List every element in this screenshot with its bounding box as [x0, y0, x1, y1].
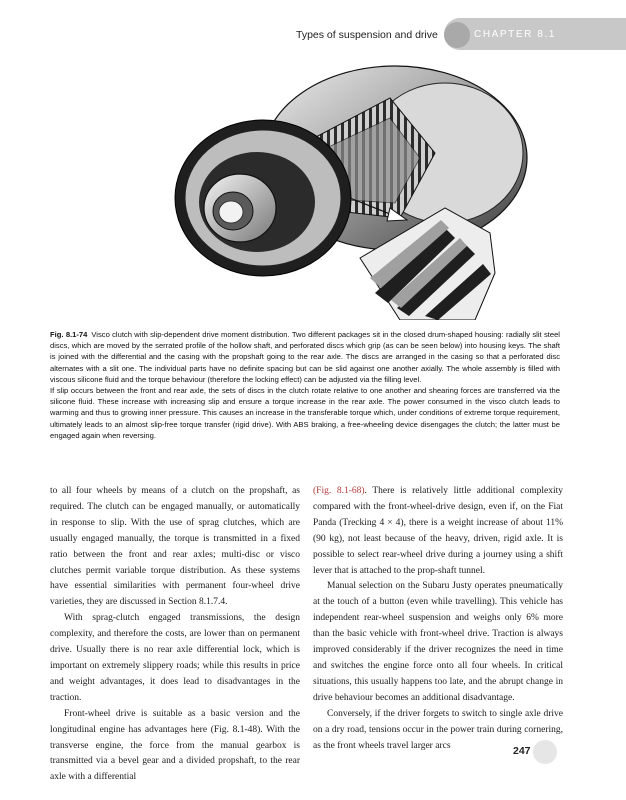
figure-label: Fig. 8.1-74 — [50, 330, 88, 339]
caption-text-1: Visco clutch with slip-dependent drive moment distribution. Two different packages sit in the closed drum-shaped housing: radially slit steel discs, which are moved by the serrated profile of the hollow shaft, and perforated discs which grip (as can be seen below) into housing keys. The shaft is joined with the differential and the casing with the propshaft going to the rear axle. The discs are arranged in the casing so that a perforated disc alternates with a slit one. The individual parts have no definite spacing but can be slid against one another axially. The whole assembly is filled with viscous silicone fluid and the torque behaviour (therefore the locking effect) can be adjusted via the filling level. — [50, 330, 560, 384]
left-column — [50, 484, 300, 786]
caption-paragraph-2: If slip occurs between the front and rear axle, the sets of discs in the clutch rotate relative to one another and shearing forces are transferred via the silicone fluid. These increase with increasing slip and ensure a torque increase in the rear axle. The power consumed in the visco clutch leads to warming and thus to growing inner pressure. This causes an increase in the transferable torque which, under conditions of extreme torque requirement, ultimately leads to an almost slip-free torque transfer (rigid drive). With ABS braking, a free-wheeling device disengages the clutch; the latter must be engaged again when reversing. — [50, 386, 560, 440]
figure-caption — [50, 329, 560, 441]
right-paragraph-1-text: . There is relatively little additional complexity compared with the front-wheel-drive design, even if, on the Fiat Panda (Trecking 4 × 4), there is a weight increase of about 11% (90 kg), not least because of the heavy, driven, rigid axle. It is possible to select rear-wheel drive during a journey using a shift lever that is attached to the prop-shaft tunnel. — [313, 486, 563, 576]
page-number: 247 — [513, 745, 531, 757]
left-paragraph-3: Front-wheel drive is suitable as a basic version and the longitudinal engine has advantages here (Fig. 8.1-48). With the transverse engine, the force from the manual gearbox is transmitted via a bevel gear and a divided propshaft, to the rear axle with a differential — [50, 708, 300, 783]
right-paragraph-3: Conversely, if the driver forgets to switch to single axle drive on a dry road, tensions occur in the power train during cornering, as the front wheels travel larger arcs — [313, 708, 563, 751]
left-paragraph-2: With sprag-clutch engaged transmissions, the design complexity, and therefore the costs, are lower than on permanent drive. Usually there is no rear axle differential lock, which is important on extremely slippery roads; while this results in price and weight advantages, it does lead to disadvantages in the traction. — [50, 613, 300, 703]
right-paragraph-2: Manual selection on the Subaru Justy operates pneumatically at the touch of a button (even while travelling). This vehicle has independent rear-wheel suspension and weighs only 6% more than the basic vehicle with front-wheel drive. Traction is always improved considerably if the driver recognizes the need in time and switches the engine force onto all four wheels. In critical situations, this usually happens too late, and the abrupt change in drive behaviour becomes an additional disadvantage. — [313, 581, 563, 703]
figure-visco-clutch — [145, 58, 567, 320]
caption-paragraph-1 — [50, 329, 560, 385]
right-column — [313, 484, 563, 754]
visco-clutch-illustration-icon — [145, 58, 567, 320]
page-number-badge — [533, 740, 557, 764]
right-paragraph-1 — [313, 484, 563, 579]
chapter-label: CHAPTER 8.1 — [474, 29, 557, 40]
chapter-tab-circle — [444, 22, 470, 48]
running-header-title: Types of suspension and drive — [296, 29, 438, 41]
left-paragraph-1: to all four wheels by means of a clutch on the propshaft, as required. The clutch can be engaged manually, or automatically in response to slip. With the use of sprag clutches, which are usually engaged manually, the torque is transmitted in a fixed ratio between the front and rear axles; multi-disc or visco clutches permit variable torque distribution. As these systems have essential similarities with permanent four-wheel drive varieties, they are discussed in Section 8.1.7.4. — [50, 486, 300, 608]
figure-reference-link[interactable]: (Fig. 8.1-68) — [313, 486, 365, 496]
